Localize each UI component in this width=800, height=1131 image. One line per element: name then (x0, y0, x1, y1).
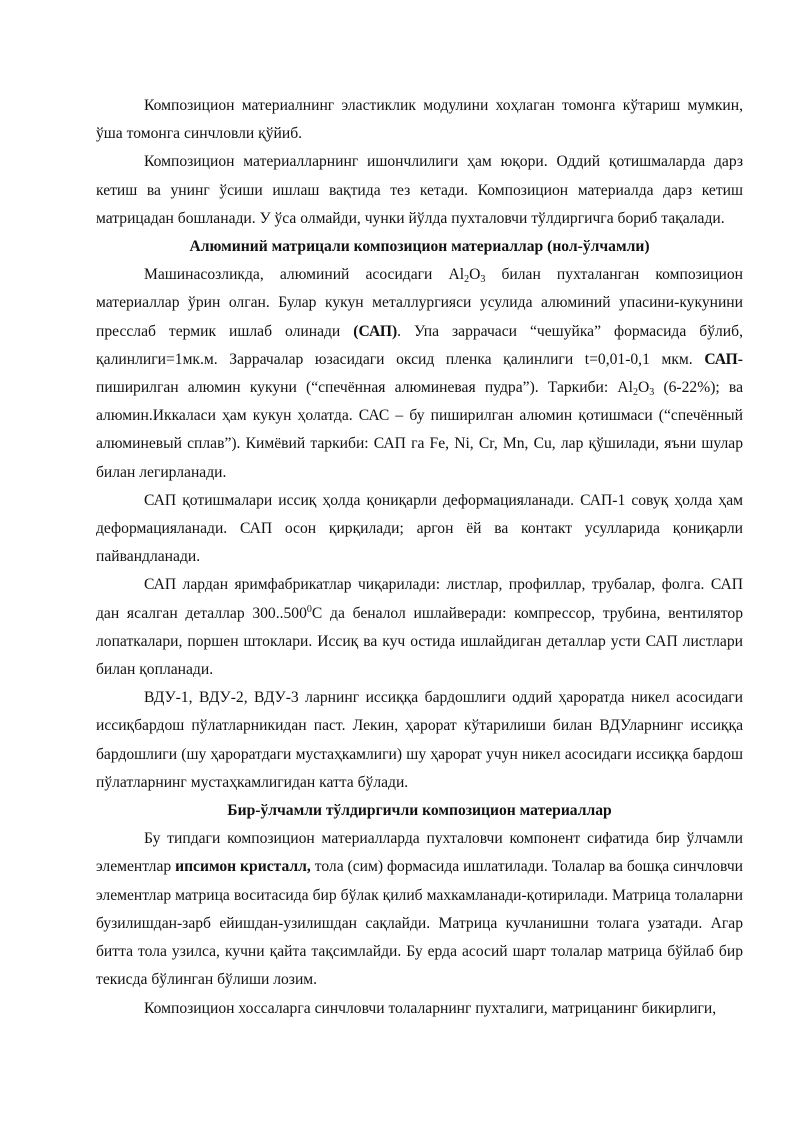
document-body (96, 92, 743, 1023)
text-run: пиширилган алюмин кукуни (“спечённая алюминевая пудра”). Таркиби: Al (96, 379, 633, 397)
bold-term-sap: (САП) (353, 322, 398, 340)
subscript: 3 (480, 274, 486, 286)
text-run: билан пухталанган композицион материаллар ўрин олган. Булар кукун металлургияси усулида алюминий упасини-кукунини пресслаб термик ишлаб олинади (96, 266, 744, 340)
paragraph-sap-deformation: САП қотишмалари иссиқ ҳолда қониқарли деформацияланади. САП-1 совуқ ҳолда ҳам деформацияланади. САП осон қирқилади; аргон ёй ва контакт усулларида қониқарли пайвандланади. (96, 491, 743, 566)
subscript: 2 (464, 274, 470, 286)
text-run: Бу типдаги композицион материалларда пухталовчи компонент сифатида бир ўлчамли элементлар (96, 830, 743, 876)
text-run: тола (сим) формасида ишлатилади. Толалар ва бошқа синчловчи элементлар матрица воситасида бир бўлак қилиб махкамланади-қотирилади. Матрица толаларни бузилишдан-зарб ейишдан-узилишдан сақлайди. Матрица кучланишни толага узатади. Агар битта тола узилса, кучни қайта тақсимлайди. Бу ерда асосий шарт толалар матрица бўйлаб бир текисда бўлинган бўлиши лозим. (96, 858, 744, 989)
bold-term-whisker-crystal: ипсимон кристалл, (175, 858, 311, 876)
section-heading-aluminium-matrix: Алюминий матрицали композицион материаллар (нол-ўлчамли) (189, 238, 650, 256)
text-run: Машинасозликда, алюминий асосидаги Al (144, 266, 465, 284)
text-run: САП лардан яримфабрикатлар чиқарилади: листлар, профиллар, трубалар, фолга. САП дан ясалган деталлар 300..500 (96, 576, 743, 622)
superscript: 0 (306, 603, 312, 615)
paragraph-composite-properties: Композицион хоссаларга синчловчи толаларнинг пухталиги, матрицанинг бикирлиги, (144, 999, 717, 1017)
subscript: 3 (649, 387, 655, 399)
section-heading-one-dimensional-filler: Бир-ўлчамли тўлдиргичли композицион материаллар (227, 802, 612, 820)
text-run: С да беналол ишлайверади: компрессор, трубина, вентилятор лопаткалари, поршен штоклари. Иссиқ ва куч остида ишлайдиган деталлар усти САП листлари билан қопланади. (96, 604, 743, 679)
paragraph-fibre-reinforcement (96, 825, 743, 994)
text-run: O (469, 266, 481, 284)
paragraph-reliability: Композицион материалларнинг ишончлилиги ҳам юқори. Оддий қотишмаларда дарз кетиш ва унинг ўсиши ишлаш вақтида тез кетади. Композицион материалда дарз кетиш матрицадан бошланади. У ўса олмайди, чунки йўлда пухталовчи тўлдиргичга бориб тақалади. (96, 153, 743, 227)
bold-term-sap-definition: САП- (704, 350, 743, 368)
text-run: (6-22%); ва алюмин.Иккаласи ҳам кукун ҳолатда. САС – бу пиширилган алюмин қотишмаси (“спечённый алюминевый сплав”). Кимёвий таркиби: САП га Fe, Ni, Cr, Mn, Cu, лар қўшилади, яъни шулар билан легирланади. (96, 379, 743, 481)
paragraph-vdu-heat-resistance: ВДУ-1, ВДУ-2, ВДУ-3 ларнинг иссиққа бардошлиги оддий ҳароратда никел асосидаги иссиқбардош пўлатларникидан паст. Лекин, ҳарорат кўтарилиши билан ВДУларнинг иссиққа бардошлиги (шу ҳароратдаги мустаҳкамлиги) шу ҳарорат учун никел асосидаги иссиққа бардош пўлатларнинг мустаҳкамлигидан катта бўлади. (96, 689, 743, 791)
text-run: O (638, 379, 650, 397)
subscript: 2 (633, 387, 638, 399)
text-run: . Упа заррачаси “чешуйка” формасида бўлиб, қалинлиги=1мк.м. Заррачалар юзасидаги оксид пленка қалинлиги t=0,01-0,1 мкм. (96, 322, 743, 368)
paragraph-sap-description (96, 261, 743, 487)
paragraph-sap-semifinished (96, 571, 743, 684)
paragraph-elastic-modulus: Композицион материалнинг эластиклик модулини хоҳлаган томонга кўтариш мумкин, ўша томонга синчловли қўйиб. (96, 97, 743, 143)
